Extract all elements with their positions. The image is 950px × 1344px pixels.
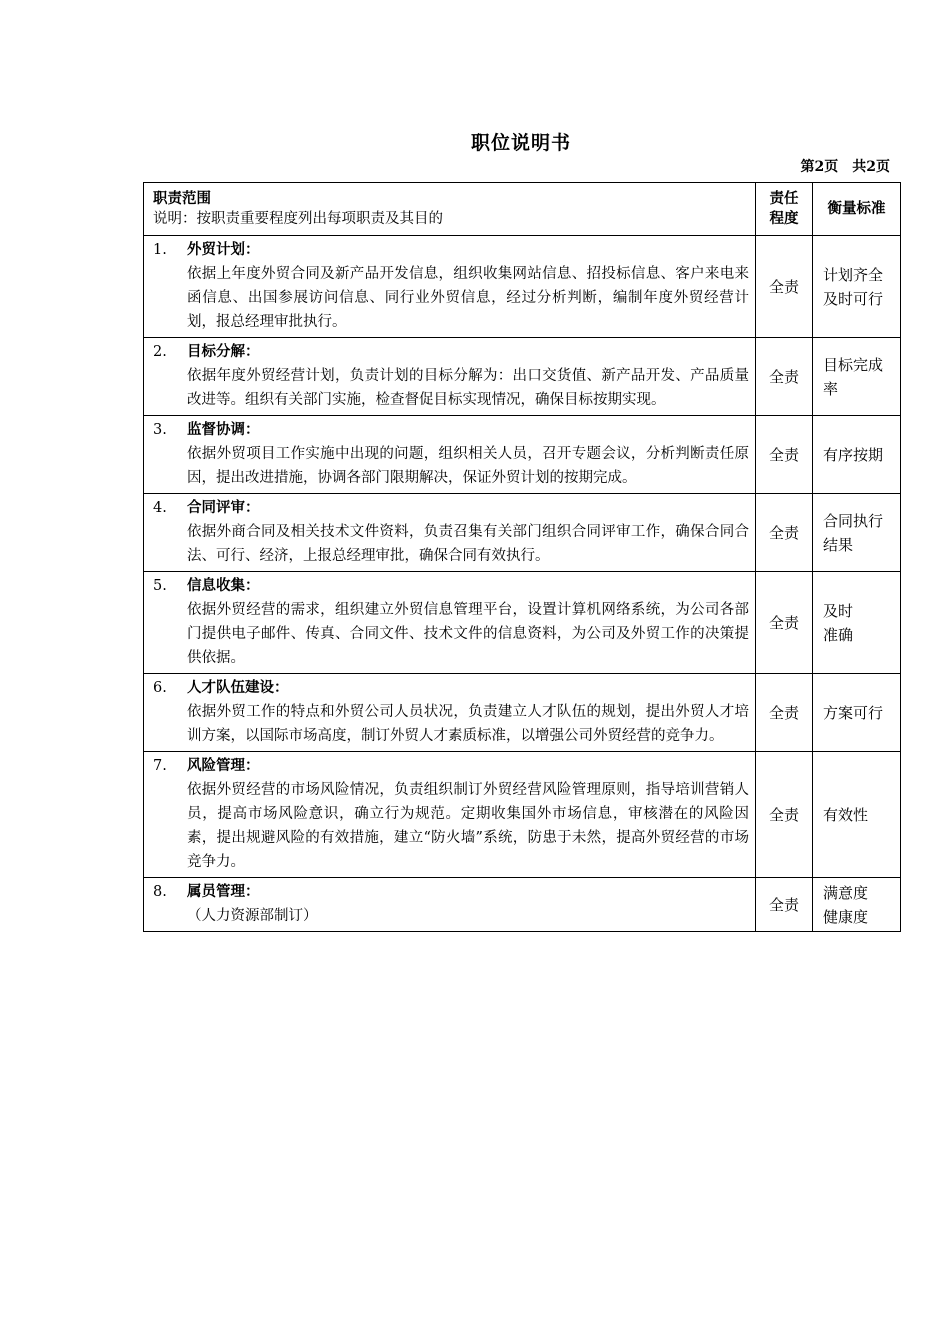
standard-line1: 有效性: [823, 805, 869, 824]
duty-number: 5.: [153, 578, 167, 594]
scope-note: 说明：按职责重要程度列出每项职责及其目的: [153, 211, 443, 227]
page-current: 第2页: [800, 159, 839, 175]
responsibility-level: 全责: [756, 236, 813, 338]
standard-line2: 及时可行: [823, 289, 884, 308]
duty-name: 外贸计划：: [187, 241, 260, 258]
standard-line1: 满意度: [823, 883, 869, 902]
duty-cell: [144, 338, 756, 416]
measure-standard: [813, 878, 901, 932]
duty-number: 2.: [153, 344, 167, 360]
table-row: [144, 674, 901, 752]
duty-name: 人才队伍建设：: [187, 679, 289, 696]
page-indicator: [801, 156, 891, 176]
responsibility-level: 全责: [756, 338, 813, 416]
measure-standard: [813, 674, 901, 752]
standard-header: 衡量标准: [813, 183, 901, 236]
standard-line2: 结果: [823, 535, 854, 554]
standard-line1: 方案可行: [823, 703, 884, 722]
duty-name: 风险管理：: [187, 757, 260, 774]
standard-line1: 及时: [823, 601, 854, 620]
duty-description: 依据外贸工作的特点和外贸公司人员状况，负责建立人才队伍的规划，提出外贸人才培训方案，以国际市场高度，制订外贸人才素质标准，以增强公司外贸经营的竞争力。: [187, 704, 749, 744]
duties-table: [143, 182, 901, 932]
duty-name: 目标分解：: [187, 343, 260, 360]
document-title: 职位说明书: [470, 132, 571, 154]
duty-cell: [144, 752, 756, 878]
duty-number: 8.: [153, 884, 167, 900]
duty-description: （人力资源部制订）: [187, 908, 318, 924]
responsibility-level: 全责: [756, 674, 813, 752]
duty-cell: [144, 674, 756, 752]
scope-header: [144, 183, 756, 236]
page-total: 共2页: [852, 159, 890, 175]
responsibility-level: 全责: [756, 494, 813, 572]
measure-standard: [813, 236, 901, 338]
table-row: [144, 416, 901, 494]
responsibility-level: 全责: [756, 878, 813, 932]
measure-standard: [813, 416, 901, 494]
duty-description: 依据外商合同及相关技术文件资料，负责召集有关部门组织合同评审工作，确保合同合法、可行、经济，上报总经理审批，确保合同有效执行。: [187, 524, 749, 564]
duty-name: 信息收集：: [187, 577, 260, 594]
measure-standard: [813, 752, 901, 878]
duty-number: 4.: [153, 500, 167, 516]
duty-name: 合同评审：: [187, 499, 260, 516]
standard-line1: 计划齐全: [823, 265, 884, 284]
measure-standard: [813, 494, 901, 572]
duty-cell: [144, 494, 756, 572]
table-header-row: [144, 183, 901, 236]
level-header-line1: 责任: [769, 190, 799, 207]
scope-title: 职责范围: [153, 190, 211, 207]
duty-description: 依据外贸经营的需求，组织建立外贸信息管理平台，设置计算机网络系统，为公司各部门提供电子邮件、传真、合同文件、技术文件的信息资料，为公司及外贸工作的决策提供依据。: [187, 602, 749, 666]
duty-description: 依据外贸项目工作实施中出现的问题，组织相关人员，召开专题会议，分析判断责任原因，提出改进措施，协调各部门限期解决，保证外贸计划的按期完成。: [187, 446, 749, 486]
duty-cell: [144, 416, 756, 494]
duty-cell: [144, 878, 756, 932]
responsibility-level: 全责: [756, 752, 813, 878]
duty-description: 依据外贸经营的市场风险情况，负责组织制订外贸经营风险管理原则，指导培训营销人员，提高市场风险意识，确立行为规范。定期收集国外市场信息，审核潜在的风险因素，提出规避风险的有效措施，建立“防火墙”系统，防患于未然，提高外贸经营的市场竞争力。: [187, 782, 749, 870]
duty-cell: [144, 572, 756, 674]
responsibility-level: 全责: [756, 572, 813, 674]
standard-line1: 合同执行: [823, 511, 884, 530]
table-row: [144, 338, 901, 416]
duty-description: 依据年度外贸经营计划，负责计划的目标分解为：出口交货值、新产品开发、产品质量改进等。组织有关部门实施，检查督促目标实现情况，确保目标按期实现。: [187, 368, 749, 408]
level-header: [756, 183, 813, 236]
measure-standard: [813, 338, 901, 416]
table-row: [144, 752, 901, 878]
table-row: [144, 236, 901, 338]
standard-line2: 健康度: [823, 907, 869, 926]
duty-number: 3.: [153, 422, 167, 438]
standard-line2: 准确: [823, 625, 854, 644]
table-row: [144, 572, 901, 674]
duty-number: 6.: [153, 680, 167, 696]
duty-cell: [144, 236, 756, 338]
standard-line2: 率: [823, 379, 839, 398]
standard-line1: 目标完成: [823, 355, 884, 374]
duty-description: 依据上年度外贸合同及新产品开发信息，组织收集网站信息、招投标信息、客户来电来函信息、出国参展访问信息、同行业外贸信息，经过分析判断，编制年度外贸经营计划，报总经理审批执行。: [187, 266, 749, 330]
duty-name: 属员管理：: [187, 883, 260, 900]
table-row: [144, 494, 901, 572]
measure-standard: [813, 572, 901, 674]
level-header-line2: 程度: [769, 210, 799, 227]
standard-line1: 有序按期: [823, 445, 884, 464]
duty-number: 1.: [153, 242, 167, 258]
responsibility-level: 全责: [756, 416, 813, 494]
duty-number: 7.: [153, 758, 167, 774]
duty-name: 监督协调：: [187, 421, 260, 438]
table-row: [144, 878, 901, 932]
